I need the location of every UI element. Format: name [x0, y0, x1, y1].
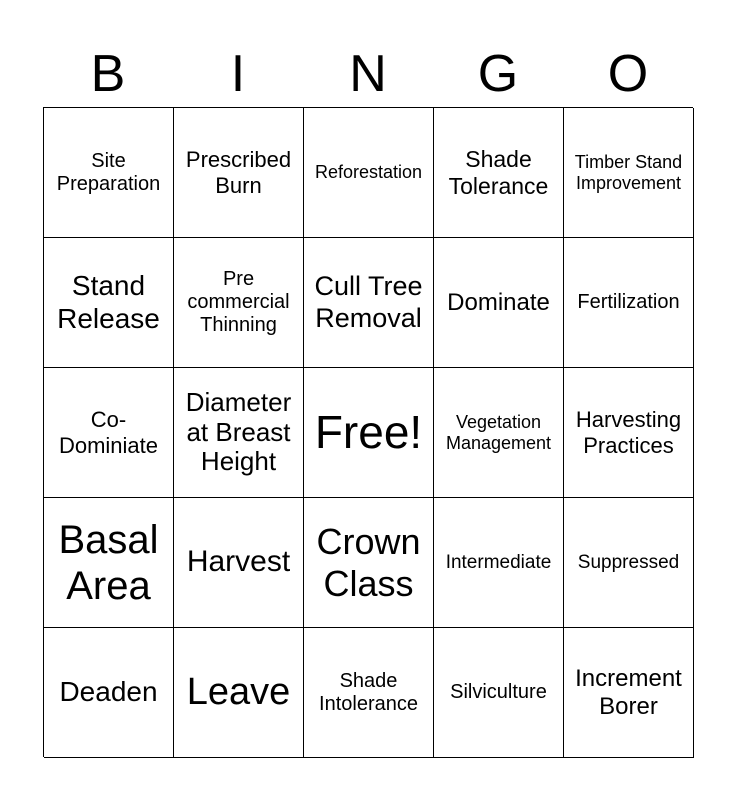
bingo-cell[interactable]: Diameter at Breast Height: [174, 368, 304, 498]
bingo-cell[interactable]: Shade Tolerance: [434, 108, 564, 238]
bingo-cell[interactable]: Shade Intolerance: [304, 628, 434, 758]
bingo-cell[interactable]: Silviculture: [434, 628, 564, 758]
bingo-cell[interactable]: Harvesting Practices: [564, 368, 694, 498]
bingo-header: [43, 40, 693, 108]
bingo-cell[interactable]: Reforestation: [304, 108, 434, 238]
bingo-cell[interactable]: Leave: [174, 628, 304, 758]
bingo-cell[interactable]: Cull Tree Removal: [304, 238, 434, 368]
bingo-cell[interactable]: Prescribed Burn: [174, 108, 304, 238]
bingo-cell[interactable]: Crown Class: [304, 498, 434, 628]
bingo-cell[interactable]: Deaden: [44, 628, 174, 758]
header-letter-o: O: [607, 45, 649, 103]
bingo-cell[interactable]: Increment Borer: [564, 628, 694, 758]
bingo-cell[interactable]: Pre commercial Thinning: [174, 238, 304, 368]
header-letter-g: G: [477, 45, 519, 103]
bingo-cell[interactable]: Fertilization: [564, 238, 694, 368]
bingo-cell[interactable]: Harvest: [174, 498, 304, 628]
bingo-cell[interactable]: Vegetation Management: [434, 368, 564, 498]
header-letter-i: I: [230, 45, 246, 103]
bingo-grid: [43, 107, 693, 757]
bingo-cell[interactable]: Stand Release: [44, 238, 174, 368]
bingo-cell[interactable]: Site Preparation: [44, 108, 174, 238]
free-space-cell[interactable]: Free!: [304, 368, 434, 498]
bingo-cell[interactable]: Basal Area: [44, 498, 174, 628]
header-letter-b: B: [90, 45, 126, 103]
bingo-cell[interactable]: Intermediate: [434, 498, 564, 628]
header-letter-n: N: [349, 45, 387, 103]
bingo-cell[interactable]: Co-Dominiate: [44, 368, 174, 498]
bingo-cell[interactable]: Dominate: [434, 238, 564, 368]
bingo-cell[interactable]: Suppressed: [564, 498, 694, 628]
bingo-cell[interactable]: Timber Stand Improvement: [564, 108, 694, 238]
